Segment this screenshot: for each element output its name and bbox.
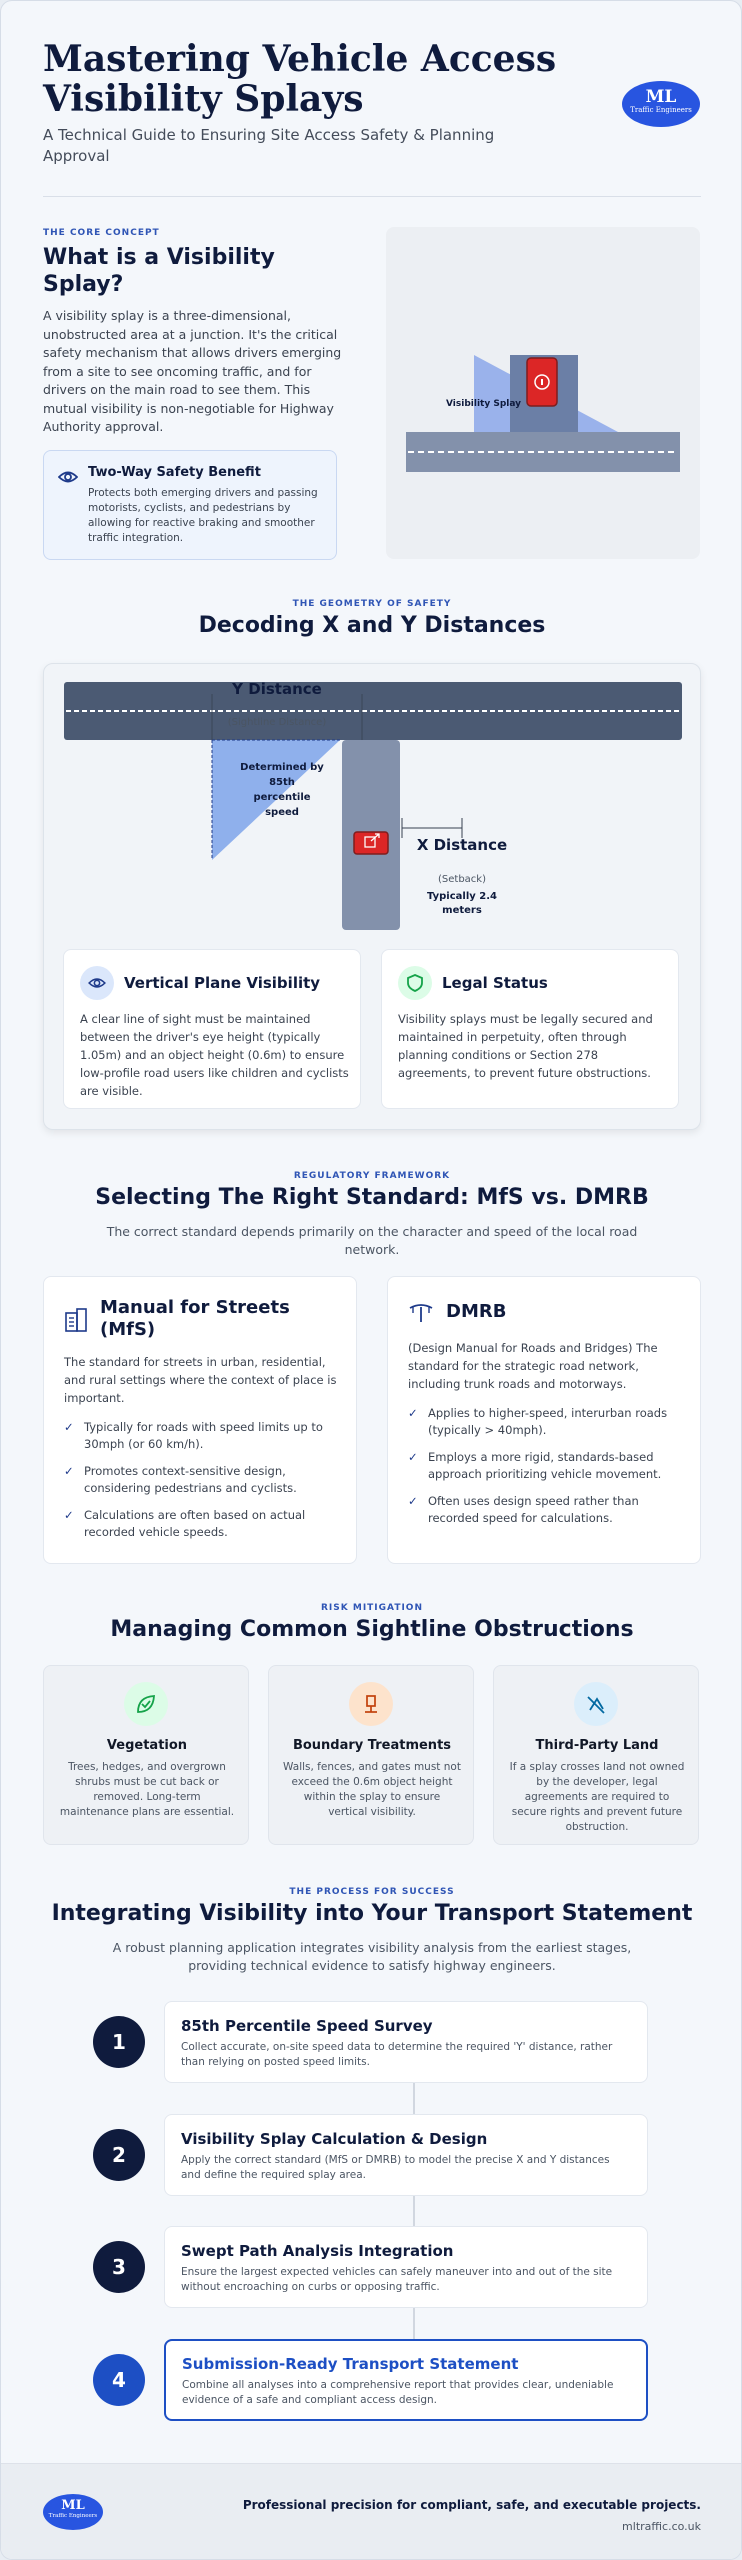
step-number: 3 — [93, 2241, 145, 2293]
mfs-body: The standard for streets in urban, residential, and rural settings where the context of place is important. — [64, 1355, 337, 1405]
concept-title: What is a Visibility Splay? — [43, 245, 275, 297]
standards-kicker: REGULATORY FRAMEWORK — [293, 1171, 451, 1181]
benefit-title: Two-Way Safety Benefit — [88, 465, 261, 480]
footer — [1, 2463, 742, 2560]
step-title: Submission-Ready Transport Statement — [182, 2355, 519, 2373]
vertical-title: Vertical Plane Visibility — [124, 974, 321, 992]
process-intro: A robust planning application integrates visibility analysis from the earliest stages, providing technical evidence to satisfy highway engineers. — [112, 1940, 632, 1973]
dmrb-point: ✓ Employs a more rigid, standards-based approach prioritizing vehicle movement. — [408, 1450, 662, 1481]
risks-kicker: RISK MITIGATION — [321, 1603, 423, 1613]
dmrb-title: DMRB — [446, 1301, 507, 1322]
page-title: Mastering Vehicle Access Visibility Splays — [43, 38, 557, 120]
step-body: Apply the correct standard (MfS or DMRB) to model the precise X and Y distances and define the required splay area. — [181, 2154, 610, 2181]
third-party-body: If a splay crosses land not owned by the developer, legal agreements are required to secure rights and prevent future obstruction. — [509, 1761, 685, 1833]
step-body: Ensure the largest expected vehicles can safely maneuver into and out of the site without encroaching on curbs or opposing traffic. — [181, 2266, 613, 2293]
y-distance-sub: (Sightline Distance) — [227, 717, 327, 728]
footer-logo-main: ML — [61, 2498, 85, 2513]
process-title: Integrating Visibility into Your Transport Statement — [51, 1901, 693, 1926]
mfs-card — [43, 1276, 357, 1564]
step-title: Visibility Splay Calculation & Design — [181, 2130, 488, 2148]
dmrb-body: (Design Manual for Roads and Bridges) The standard for the strategic road network, including trunk roads and motorways. — [408, 1341, 658, 1391]
dmrb-point: ✓ Applies to higher-speed, interurban roads (typically > 40mph). — [408, 1406, 668, 1437]
x-distance-title: X Distance — [416, 836, 508, 854]
footer-tagline: Professional precision for compliant, safe, and executable projects. — [242, 2498, 701, 2512]
legal-title: Legal Status — [442, 974, 548, 992]
concept-body: A visibility splay is a three-dimensional, unobstructed area at a junction. It's the critical safety mechanism that allows drivers emerging from a site to see oncoming traffic, and for drivers on the main road to see them. This mutual visibility is non-negotiable for Highway Authority approval. — [43, 308, 342, 434]
shield-icon — [398, 966, 432, 1000]
footer-logo-sub: Traffic Engineers — [48, 2513, 98, 2519]
benefit-callout — [43, 450, 337, 560]
y-distance-title: Y Distance — [232, 680, 322, 698]
standards-intro: The correct standard depends primarily on the character and speed of the local road network. — [106, 1224, 638, 1257]
y-distance-detail: Determined by 85th percentile speed — [240, 762, 324, 818]
page-subtitle: A Technical Guide to Ensuring Site Access Safety & Planning Approval — [43, 126, 495, 165]
boundary-title: Boundary Treatments — [292, 1738, 452, 1753]
x-distance-sub: (Setback) — [438, 874, 486, 885]
geometry-title: Decoding X and Y Distances — [198, 613, 546, 638]
step-card-final — [164, 2339, 648, 2421]
vertical-visibility-card — [63, 949, 361, 1109]
logo-main: ML — [645, 87, 677, 107]
standards-title: Selecting The Right Standard: MfS vs. DMRB — [95, 1185, 649, 1210]
legal-body: Visibility splays must be legally secured and maintained in perpetuity, often through planning conditions or Section 278 agreements, to prevent future obstructions. — [398, 1012, 653, 1080]
mfs-point: ✓ Calculations are often based on actual recorded vehicle speeds. — [64, 1508, 306, 1539]
logo-sub: Traffic Engineers — [630, 106, 692, 114]
dmrb-point: ✓ Often uses design speed rather than recorded speed for calculations. — [408, 1494, 639, 1525]
mfs-title: Manual for Streets (MfS) — [100, 1297, 290, 1340]
no-entry-icon — [574, 1682, 618, 1726]
mfs-point: ✓ Typically for roads with speed limits up to 30mph (or 60 km/h). — [64, 1420, 323, 1451]
step-title: 85th Percentile Speed Survey — [181, 2017, 433, 2035]
splay-label: Visibility Splay — [446, 399, 522, 409]
step-number: 4 — [93, 2354, 145, 2406]
geometry-kicker: THE GEOMETRY OF SAFETY — [292, 599, 452, 609]
footer-url[interactable]: mltraffic.co.uk — [622, 2520, 701, 2533]
third-party-card — [493, 1665, 699, 1845]
eye-icon — [58, 469, 78, 485]
x-distance-detail: Typically 2.4 meters — [427, 891, 497, 916]
splay-illustration — [386, 227, 700, 559]
vegetation-title: Vegetation — [106, 1738, 188, 1753]
step-card — [164, 2114, 648, 2196]
step-number: 2 — [93, 2129, 145, 2181]
leaf-check-icon — [124, 1682, 168, 1726]
concept-kicker: THE CORE CONCEPT — [43, 228, 160, 238]
step-card — [164, 2001, 648, 2083]
step-body: Collect accurate, on-site speed data to determine the required 'Y' distance, rather than relying on posted speed limits. — [181, 2041, 613, 2068]
step-body: Combine all analyses into a comprehensive report that provides clear, undeniable evidence of a safe and compliant access design. — [182, 2379, 614, 2406]
benefit-body: Protects both emerging drivers and passing motorists, cyclists, and pedestrians by allowing for reactive braking and smoother traffic integration. — [88, 487, 318, 544]
third-party-title: Third-Party Land — [535, 1738, 659, 1753]
legal-status-card — [381, 949, 679, 1109]
vegetation-card — [43, 1665, 249, 1845]
boundary-body: Walls, fences, and gates must not exceed the 0.6m object height within the splay to ensure vertical visibility. — [283, 1761, 461, 1818]
dmrb-card — [387, 1276, 701, 1564]
mfs-point: ✓ Promotes context-sensitive design, considering pedestrians and cyclists. — [64, 1464, 297, 1495]
risks-title: Managing Common Sightline Obstructions — [110, 1617, 634, 1642]
vertical-body: A clear line of sight must be maintained between the driver's eye height (typically 1.05m) and an object height (0.6m) to ensure low-profile road users like children and cyclists are visible. — [80, 1012, 349, 1098]
logo — [622, 81, 700, 127]
eye-icon — [80, 966, 114, 1000]
step-number: 1 — [93, 2016, 145, 2068]
buildings-icon — [64, 1307, 88, 1333]
step-card — [164, 2226, 648, 2308]
boundary-card — [268, 1665, 474, 1845]
footer-logo — [43, 2494, 103, 2530]
process-kicker: THE PROCESS FOR SUCCESS — [289, 1887, 455, 1897]
road-sign-icon — [408, 1301, 434, 1323]
vegetation-body: Trees, hedges, and overgrown shrubs must be cut back or removed. Long-term maintenance plans are essential. — [59, 1761, 235, 1818]
step-title: Swept Path Analysis Integration — [181, 2242, 454, 2260]
divider — [43, 196, 701, 197]
fence-icon — [349, 1682, 393, 1726]
